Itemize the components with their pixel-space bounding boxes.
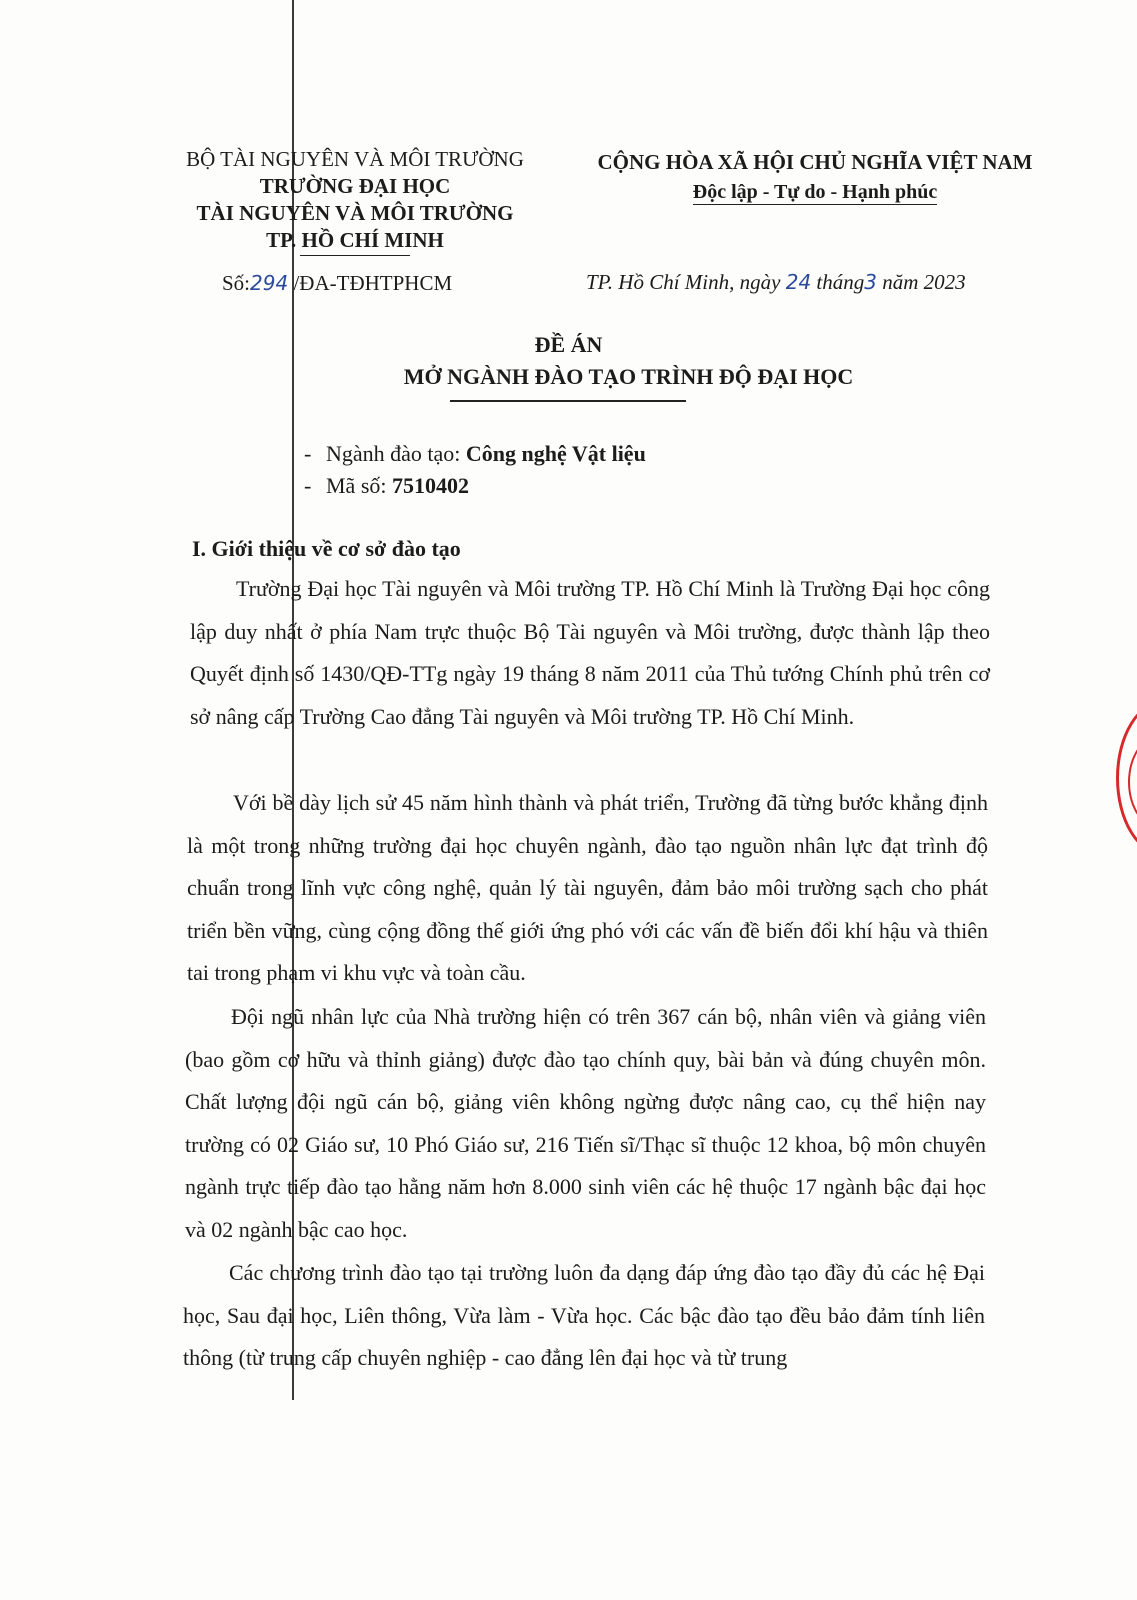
date-month-label: tháng — [816, 270, 865, 294]
paragraph — [187, 782, 988, 995]
national-motto-header — [560, 148, 1070, 206]
program-field-label: Ngành đào tạo: — [326, 441, 461, 466]
paragraph-text: Với bề dày lịch sử 45 năm hình thành và phát triển, Trường đã từng bước khẳng định là một trong những trường đại học chuyên ngành, đào tạo nguồn nhân lực đạt trình độ chuẩn trong lĩnh vực công nghệ, quản lý tài nguyên, đảm bảo môi trường sạch cho phát triển bền vững, cùng cộng đồng thế giới ứng phó với các vấn đề biến đổi khí hậu và thiên tai trong phạm vi khu vực và toàn cầu. — [187, 790, 988, 985]
date-year: năm 2023 — [882, 270, 966, 294]
university-name-line2: TÀI NGUYÊN VÀ MÔI TRƯỜNG — [196, 201, 514, 225]
ministry-name: BỘ TÀI NGUYÊN VÀ MÔI TRƯỜNG — [186, 147, 524, 171]
program-code-label: Mã số: — [326, 473, 387, 498]
paragraph-text: Đội ngũ nhân lực của Nhà trường hiện có trên 367 cán bộ, nhân viên và giảng viên (bao gồm cơ hữu và thỉnh giảng) được đào tạo chính quy, bài bản và đúng chuyên môn. Chất lượng đội ngũ cán bộ, giảng viên không ngừng được nâng cao, cụ thể hiện nay trường có 02 Giáo sư, 10 Phó Giáo sư, 216 Tiến sĩ/Thạc sĩ thuộc 12 khoa, bộ môn chuyên ngành trực tiếp đào tạo hằng năm hơn 8.000 sinh viên các hệ thuộc 17 ngành bậc đại học và 02 ngành bậc cao học. — [185, 1004, 986, 1242]
date-month-handwritten: 3 — [864, 270, 877, 294]
national-motto: Độc lập - Tự do - Hạnh phúc — [692, 181, 938, 203]
document-date — [586, 270, 966, 295]
paragraph — [183, 1252, 985, 1380]
program-field-value: Công nghệ Vật liệu — [465, 441, 646, 466]
university-name-line1: TRƯỜNG ĐẠI HỌC — [259, 174, 451, 198]
program-field-row: - Ngành đào tạo: Công nghệ Vật liệu — [304, 441, 646, 466]
program-code-row: - Mã số: 7510402 — [304, 473, 469, 498]
program-info — [304, 438, 646, 502]
document-title: ĐỀ ÁN — [534, 332, 603, 357]
issuing-authority-header — [160, 146, 550, 256]
paragraph-text: Trường Đại học Tài nguyên và Môi trường TP. Hồ Chí Minh là Trường Đại học công lập duy nhất ở phía Nam trực thuộc Bộ Tài nguyên và Môi trường, được thành lập theo Quyết định số 1430/QĐ-TTg ngày 19 tháng 8 năm 2011 của Thủ tướng Chính phủ trên cơ sở nâng cấp Trường Cao đẳng Tài nguyên và Môi trường TP. Hồ Chí Minh. — [190, 576, 990, 729]
document-number-suffix: /ĐA-TĐHTPHCM — [293, 271, 453, 295]
paragraph — [185, 996, 986, 1251]
title-underline — [450, 400, 686, 402]
document-subtitle: MỞ NGÀNH ĐÀO TẠO TRÌNH ĐỘ ĐẠI HỌC — [403, 364, 854, 389]
date-day-handwritten: 24 — [785, 270, 812, 294]
document-number — [222, 271, 452, 296]
program-code-value: 7510402 — [392, 473, 469, 498]
date-place: TP. Hồ Chí Minh, ngày — [586, 270, 781, 294]
university-name-line3: TP. HỒ CHÍ MINH — [266, 228, 444, 252]
paragraph — [190, 568, 990, 738]
document-number-handwritten: 294 — [250, 271, 289, 295]
country-name: CỘNG HÒA XÃ HỘI CHỦ NGHĨA VIỆT NAM — [597, 150, 1033, 174]
paragraph-text: Các chương trình đào tạo tại trường luôn đa dạng đáp ứng đào tạo đầy đủ các hệ Đại học, Sau đại học, Liên thông, Vừa làm - Vừa học. Các bậc đào tạo đều bảo đảm tính liên thông (từ trung cấp chuyên nghiệp - cao đẳng lên đại học và từ trung — [183, 1260, 985, 1370]
header-left-underline — [300, 255, 410, 256]
section-heading: I. Giới thiệu về cơ sở đào tạo — [192, 536, 461, 561]
document-number-prefix: Số: — [222, 271, 251, 295]
